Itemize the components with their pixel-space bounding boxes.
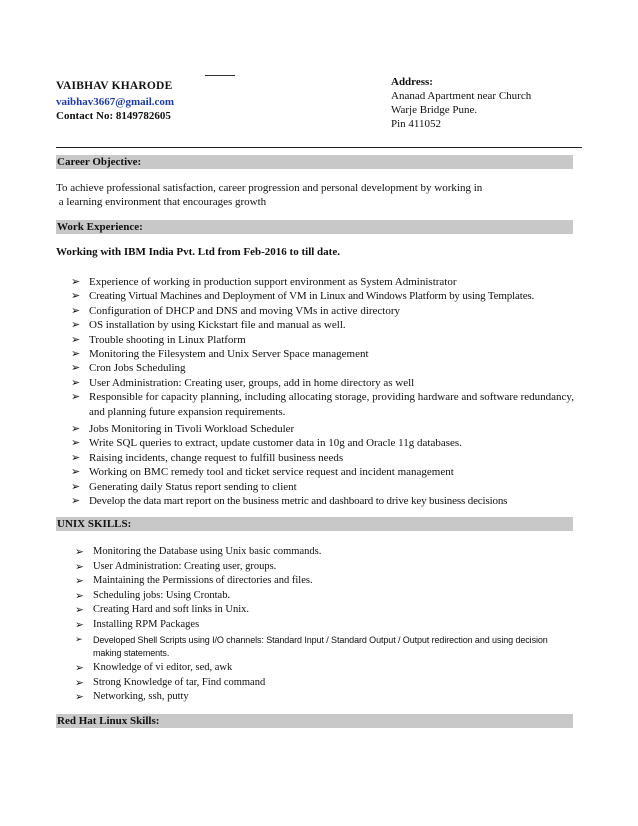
item-text: Networking, ssh, putty	[93, 691, 189, 702]
arrow-bullet-icon: ➢	[71, 494, 81, 508]
arrow-bullet-icon: ➢	[71, 422, 81, 436]
list-item	[75, 603, 555, 618]
list-item	[71, 390, 581, 419]
work-title: Working with IBM India Pvt. Ltd from Feb-2016 to till date.	[56, 246, 340, 258]
item-text: Creating Hard and soft links in Unix.	[93, 604, 250, 615]
arrow-bullet-icon: ➢	[71, 390, 81, 404]
arrow-bullet-icon: ➢	[75, 618, 84, 631]
item-text: Working on BMC remedy tool and ticket service request and incident management	[89, 466, 454, 479]
arrow-bullet-icon: ➢	[71, 289, 81, 303]
list-item	[71, 480, 581, 494]
item-text: Develop the data mart report on the business metric and dashboard to drive key business decisions	[89, 495, 508, 508]
list-item	[75, 676, 555, 691]
arrow-bullet-icon: ➢	[75, 662, 84, 674]
list-item	[71, 376, 581, 390]
item-text: Cron Jobs Scheduling	[89, 362, 186, 375]
arrow-bullet-icon: ➢	[75, 589, 84, 602]
header-divider	[56, 147, 582, 148]
work-experience-heading: Work Experience:	[56, 220, 573, 234]
contact-number: Contact No: 8149782605	[56, 110, 171, 122]
item-text: User Administration: Creating user, groups, add in home directory as well	[89, 376, 415, 389]
career-objective-heading: Career Objective:	[56, 155, 573, 169]
address-line: Pin 411052	[391, 118, 442, 130]
address-block	[391, 75, 531, 131]
list-item	[71, 347, 581, 361]
arrow-bullet-icon: ➢	[71, 375, 81, 389]
list-item	[75, 574, 555, 589]
item-text: Jobs Monitoring in Tivoli Workload Scheduler	[89, 423, 295, 436]
arrow-bullet-icon: ➢	[75, 546, 84, 558]
objective-line: a learning environment that encourages growth	[56, 196, 267, 208]
list-item	[71, 333, 581, 347]
item-text: Maintaining the Permissions of directories and files.	[93, 575, 313, 586]
item-text: Installing RPM Packages	[93, 618, 200, 630]
candidate-name: VAIBHAV KHARODE	[56, 80, 173, 92]
item-text: Trouble shooting in Linux Platform	[89, 333, 246, 346]
arrow-bullet-icon: ➢	[71, 275, 81, 288]
list-item	[71, 304, 581, 318]
arrow-bullet-icon: ➢	[71, 465, 81, 479]
item-text: Strong Knowledge of tar, Find command	[93, 676, 266, 688]
item-text: User Administration: Creating user, groups.	[93, 560, 277, 572]
arrow-bullet-icon: ➢	[75, 575, 84, 587]
list-item	[75, 634, 555, 659]
arrow-bullet-icon: ➢	[71, 479, 81, 493]
list-item	[71, 289, 581, 303]
unix-skills-heading: UNIX SKILLS:	[56, 517, 573, 531]
arrow-bullet-icon: ➢	[71, 347, 81, 361]
top-decorative-rule	[205, 75, 235, 76]
arrow-bullet-icon: ➢	[75, 635, 83, 645]
item-text: Generating daily Status report sending to client	[89, 480, 297, 493]
item-text: Developed Shell Scripts using I/O channels: Standard Input / Standard Output / Output redirection and using decision making statements.	[93, 635, 548, 658]
objective-line: To achieve professional satisfaction, career progression and personal development by working in	[56, 182, 483, 194]
item-text: Write SQL queries to extract, update customer data in 10g and Oracle 11g databases.	[89, 437, 462, 450]
list-item	[71, 436, 581, 450]
list-item	[71, 494, 581, 508]
list-item	[75, 589, 555, 604]
list-item	[75, 618, 555, 633]
list-item	[75, 560, 555, 575]
list-item	[71, 465, 581, 479]
list-item	[71, 318, 581, 332]
item-text: Configuration of DHCP and DNS and moving VMs in active directory	[89, 304, 401, 317]
item-text: Raising incidents, change request to fulfill business needs	[89, 451, 344, 464]
list-item	[71, 451, 581, 465]
item-text: Experience of working in production support environment as System Administrator	[89, 276, 457, 288]
arrow-bullet-icon: ➢	[71, 450, 81, 464]
arrow-bullet-icon: ➢	[75, 604, 84, 616]
work-experience-list	[71, 275, 581, 509]
unix-skills-list	[75, 545, 555, 705]
item-text: Monitoring the Filesystem and Unix Server Space management	[89, 348, 369, 361]
arrow-bullet-icon: ➢	[71, 303, 81, 317]
item-text: Scheduling jobs: Using Crontab.	[93, 589, 231, 601]
arrow-bullet-icon: ➢	[75, 676, 84, 689]
list-item	[71, 275, 581, 289]
item-text: OS installation by using Kickstart file and manual as well.	[89, 319, 346, 332]
arrow-bullet-icon: ➢	[75, 560, 84, 573]
email-link[interactable]: vaibhav3667@gmail.com	[56, 96, 175, 108]
address-line: Ananad Apartment near Church	[391, 90, 532, 102]
arrow-bullet-icon: ➢	[71, 318, 81, 332]
arrow-bullet-icon: ➢	[71, 332, 81, 346]
list-item	[75, 545, 555, 560]
address-line: Warje Bridge Pune.	[391, 104, 478, 116]
item-text: Knowledge of vi editor, sed, awk	[93, 662, 233, 673]
list-item	[75, 690, 555, 705]
item-text: Monitoring the Database using Unix basic commands.	[93, 546, 322, 557]
list-item	[71, 361, 581, 375]
arrow-bullet-icon: ➢	[71, 436, 81, 450]
redhat-skills-heading: Red Hat Linux Skills:	[56, 714, 573, 728]
item-text: Creating Virtual Machines and Deployment of VM in Linux and Windows Platform by using Templates.	[89, 290, 535, 303]
arrow-bullet-icon: ➢	[71, 361, 81, 375]
list-item	[75, 661, 555, 676]
address-title: Address:	[391, 76, 433, 88]
list-item	[71, 422, 581, 436]
arrow-bullet-icon: ➢	[75, 691, 84, 703]
career-objective-text	[56, 181, 576, 209]
item-text: Responsible for capacity planning, including allocating storage, providing hardware and software redundancy, and planning future expansion requirements.	[89, 391, 574, 418]
